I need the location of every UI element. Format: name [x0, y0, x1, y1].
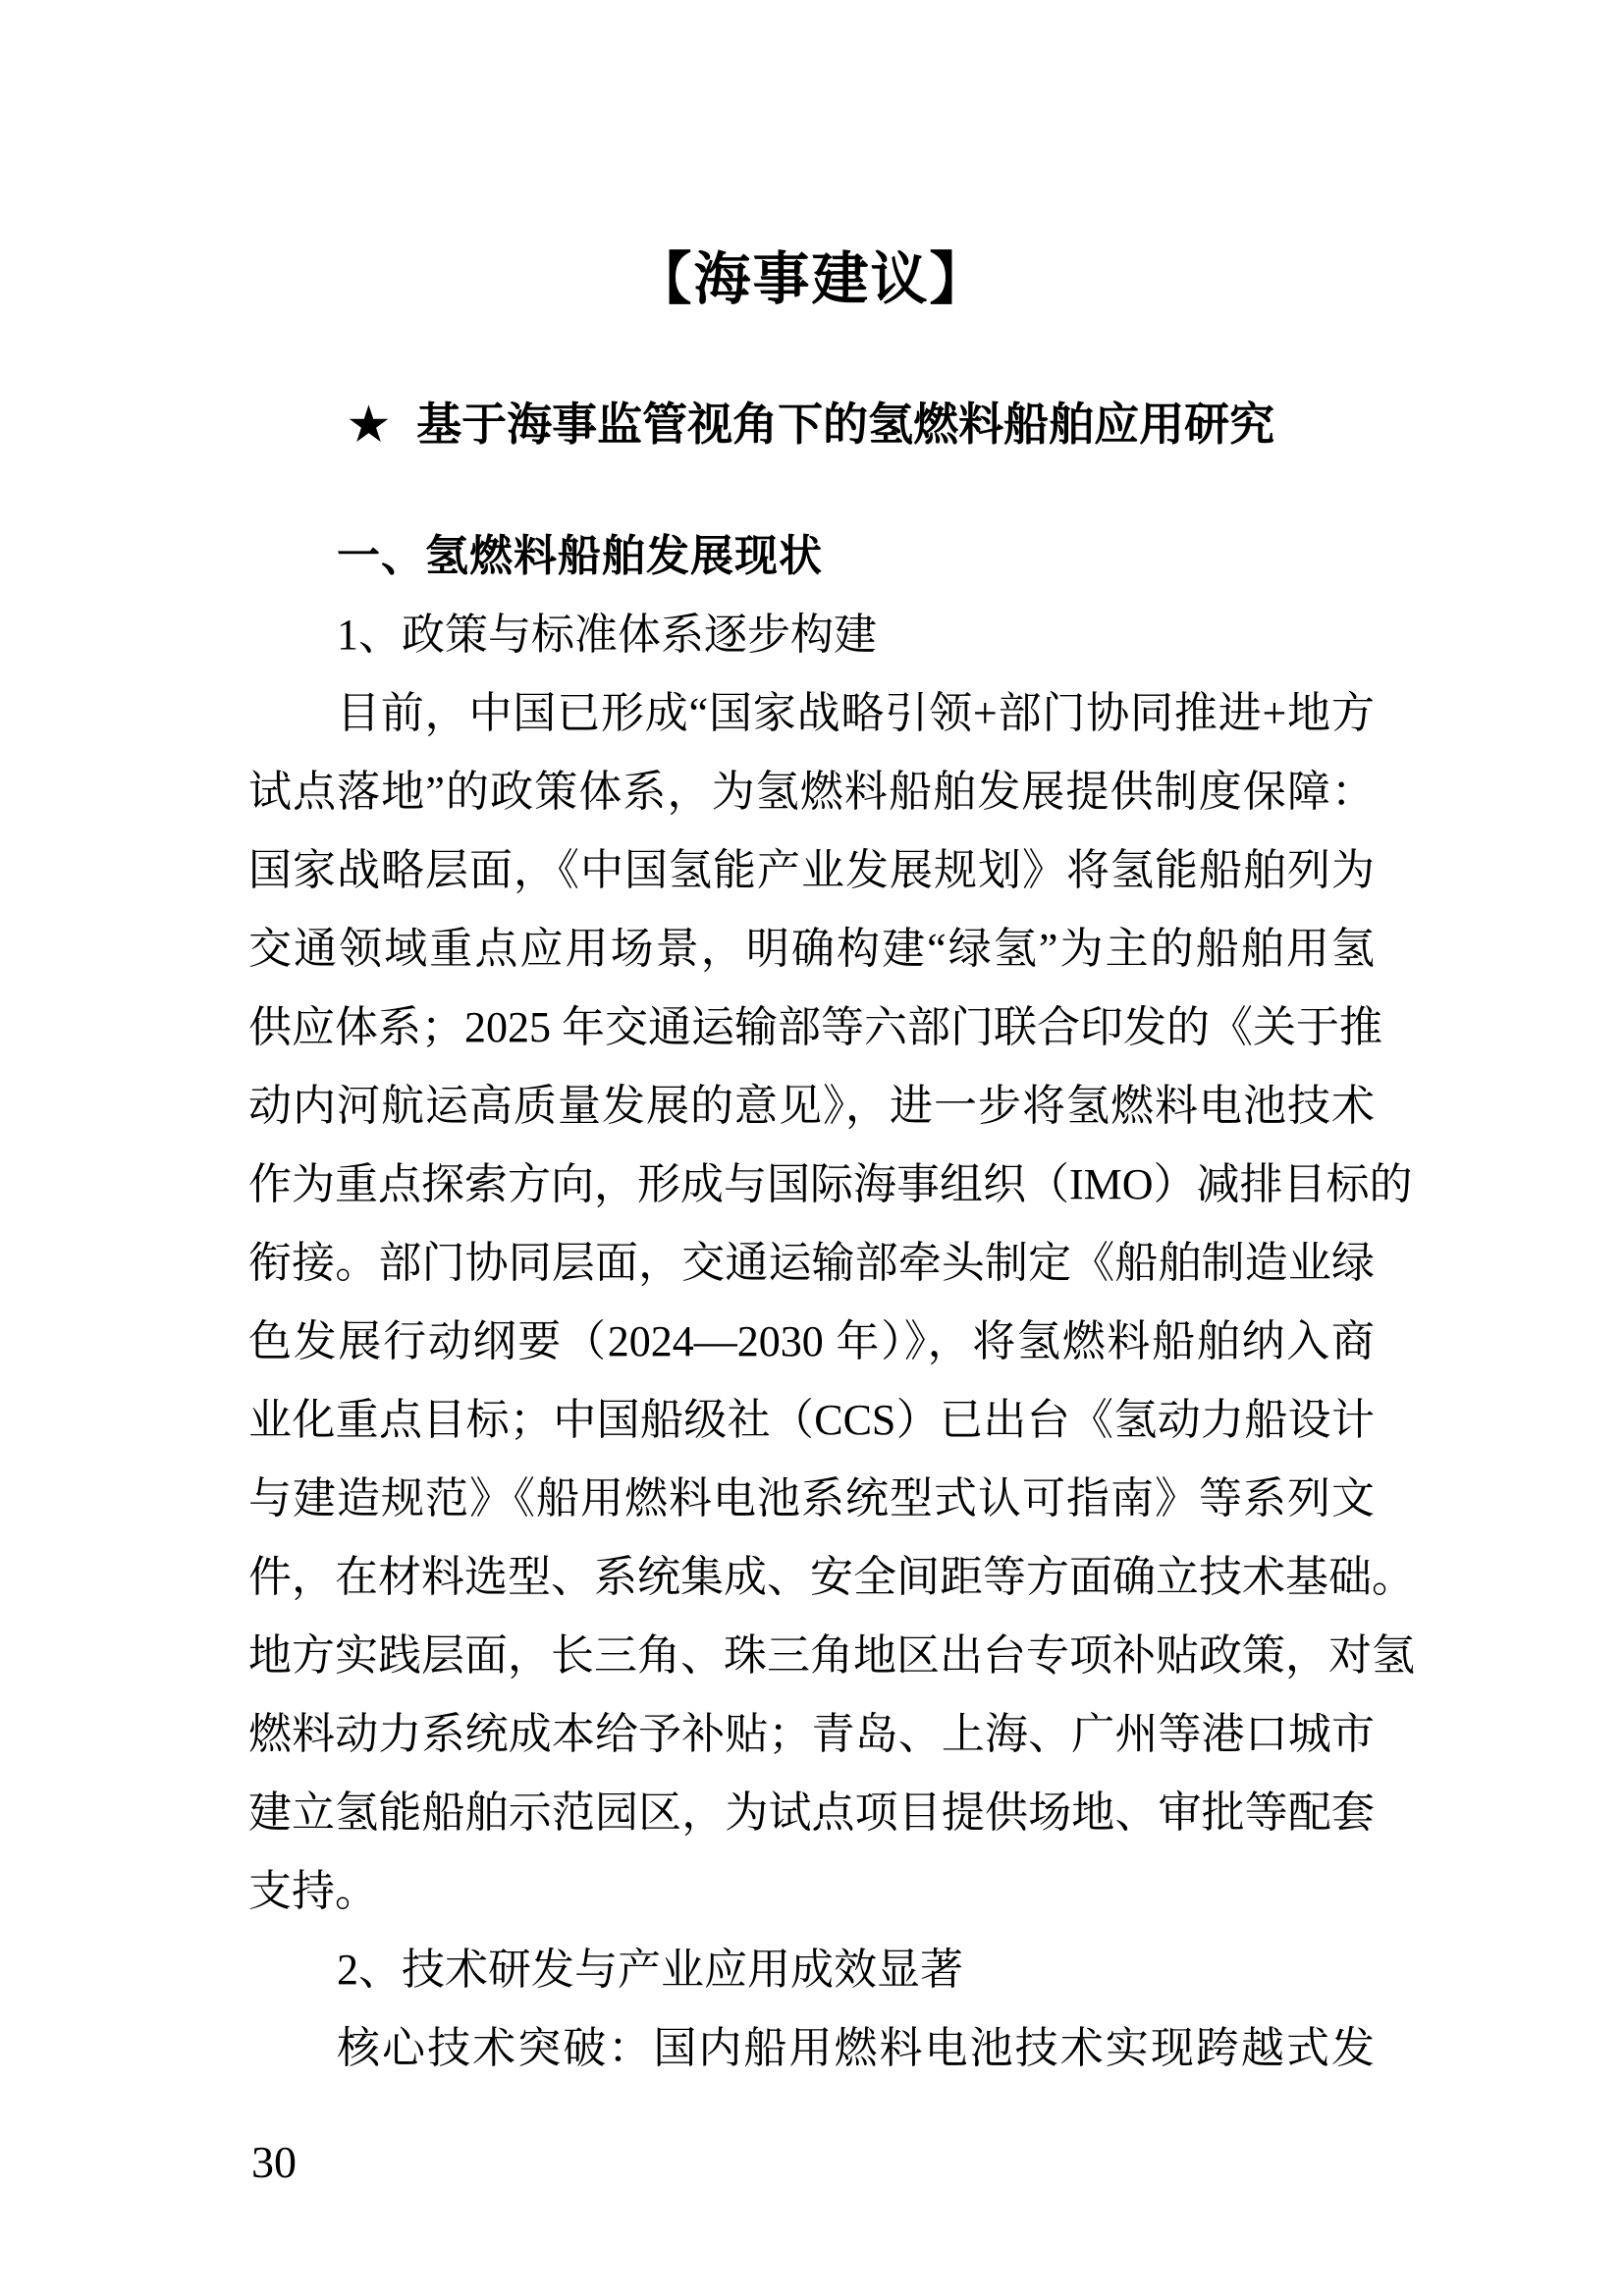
paragraph-line: 衔接。部门协同层面，交通运输部牵头制定《船舶制造业绿 — [248, 1239, 1375, 1287]
article-title — [248, 397, 1375, 452]
star-icon: ★ — [348, 399, 390, 450]
paragraph-line: 色发展行动纲要（2024—2030 年）》，将氢燃料船舶纳入商 — [248, 1317, 1375, 1365]
subsection-1-heading: 1、政策与标准体系逐步构建 — [337, 611, 877, 659]
paragraph-line: 作为重点探索方向，形成与国际海事组织（IMO）减排目标的 — [248, 1160, 1413, 1208]
body-text — [248, 517, 1415, 2088]
paragraph-line: 目前，中国已形成“国家战略引领+部门协同推进+地方 — [337, 689, 1375, 737]
paragraph-line: 与建造规范》《船用燃料电池系统型式认可指南》等系列文 — [248, 1474, 1375, 1522]
paragraph-line: 燃料动力系统成本给予补贴；青岛、上海、广州等港口城市 — [248, 1710, 1375, 1758]
paragraph-line: 地方实践层面，长三角、珠三角地区出台专项补贴政策，对氢 — [248, 1631, 1415, 1680]
paragraph-line: 核心技术突破：国内船用燃料电池技术实现跨越式发 — [337, 2024, 1375, 2072]
paragraph-line: 件，在材料选型、系统集成、安全间距等方面确立技术基础。 — [248, 1553, 1415, 1601]
article-title-text: 基于海事监管视角下的氢燃料船舶应用研究 — [416, 399, 1275, 450]
page-title: 【海事建议】 — [634, 247, 989, 311]
paragraph-line: 交通领域重点应用场景，明确构建“绿氢”为主的船舶用氢 — [248, 925, 1375, 973]
paragraph-line: 国家战略层面，《中国氢能产业发展规划》将氢能船舶列为 — [248, 846, 1375, 894]
paragraph-line: 业化重点目标；中国船级社（CCS）已出台《氢动力船设计 — [248, 1396, 1375, 1444]
paragraph-line: 支持。 — [248, 1867, 378, 1915]
section-1-heading: 一、氢燃料船舶发展现状 — [337, 532, 823, 580]
paragraph-line: 建立氢能船舶示范园区，为试点项目提供场地、审批等配套 — [248, 1789, 1375, 1837]
subsection-2-heading: 2、技术研发与产业应用成效显著 — [337, 1946, 963, 1994]
paragraph-line: 动内河航运高质量发展的意见》，进一步将氢燃料电池技术 — [248, 1082, 1375, 1130]
paragraph-line: 供应体系；2025 年交通运输部等六部门联合印发的《关于推 — [248, 1003, 1382, 1051]
page-number: 30 — [251, 2137, 297, 2187]
paragraph-line: 试点落地”的政策体系，为氢燃料船舶发展提供制度保障： — [248, 768, 1375, 816]
